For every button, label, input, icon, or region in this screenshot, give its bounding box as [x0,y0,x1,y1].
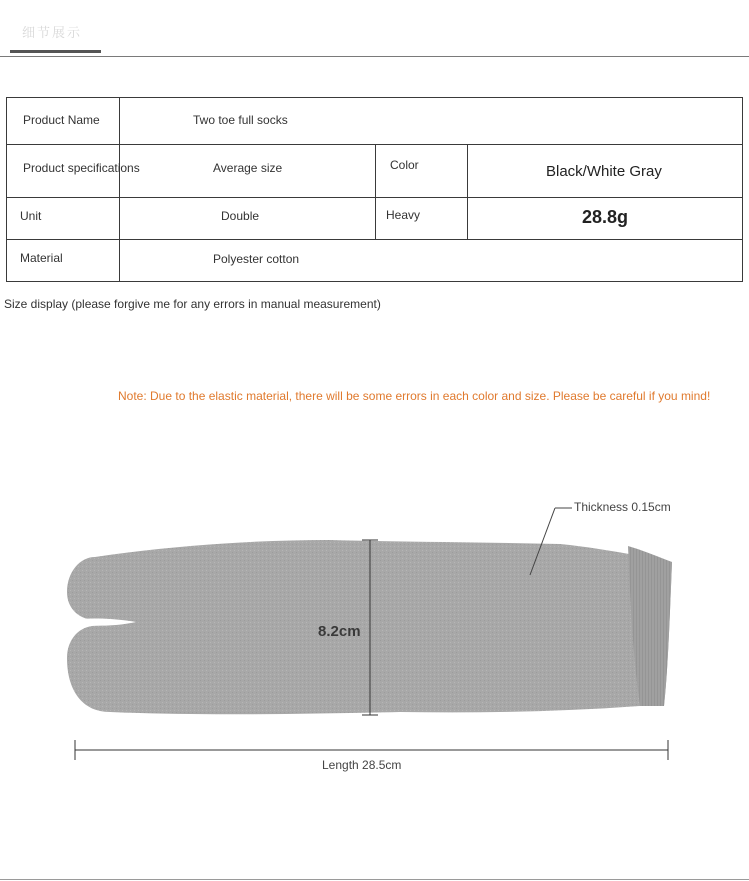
thickness-label: Thickness 0.15cm [574,500,671,514]
unit-value: Double [221,209,260,223]
product-name-value: Two toe full socks [193,113,288,127]
table-col-divider [375,144,376,239]
width-label: 8.2cm [318,623,361,640]
material-label: Material [20,251,63,265]
product-name-label: Product Name [23,113,100,127]
table-col-divider [119,97,120,282]
spec-table [6,97,743,282]
length-label: Length 28.5cm [322,758,402,772]
color-label: Color [390,158,419,172]
size-caption: Size display (please forgive me for any errors in manual measurement) [4,297,381,311]
table-border-left [6,97,7,282]
spec-value: Average size [213,161,283,175]
spec-label: Product specifications [23,161,140,175]
header-underline [10,50,101,53]
note-text: Note: Due to the elastic material, there will be some errors in each color and size. Please be careful if you mind! [118,389,711,403]
table-border-bottom [6,281,743,282]
sock-illustration [0,480,749,800]
material-value: Polyester cotton [213,252,300,266]
header-title: 细节展示 [22,25,83,40]
bottom-divider [0,879,749,880]
sock-figure [0,480,749,800]
table-border-right [742,97,743,282]
header-divider [0,56,749,57]
table-row-divider [6,239,743,240]
weight-label: Heavy [386,208,421,222]
weight-value: 28.8g [582,207,629,227]
unit-label: Unit [20,209,42,223]
table-border-top [6,97,743,98]
color-value: Black/White Gray [546,163,662,180]
table-col-divider [467,144,468,239]
